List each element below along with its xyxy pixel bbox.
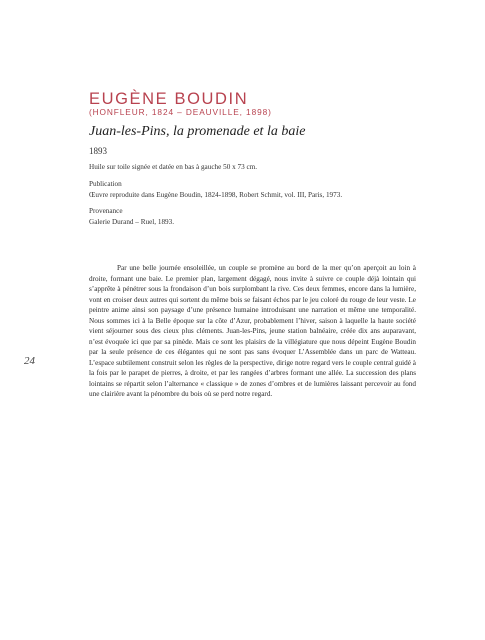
artist-dates: (HONFLEUR, 1824 – DEAUVILLE, 1898): [89, 107, 272, 117]
publication-label: Publication: [89, 180, 122, 188]
artwork-title: Juan-les-Pins, la promenade et la baie: [89, 124, 306, 139]
provenance-label: Provenance: [89, 207, 123, 215]
essay-paragraph: Par une belle journée ensoleillée, un couple se promène au bord de la mer qu’on aperçoit au loin à droite, formant une baie. Le premier plan, largement dégagé, nous invite à suivre ce couple déjà lointain qui s’apprête à pénétrer sous la frondaison d’un bois surplombant la rive. Ces deux femmes, encore dans la lumière, vont en croiser deux autres qui sortent du même bois se faisant échos par le jeu coloré du rouge de leur veste. Le peintre anime ainsi son paysage d’une présence humaine introduisant une narration et même une temporalité. Nous sommes ici à la Belle époque sur la côte d’Azur, probablement l’hiver, saison à laquelle la haute société vient séjourner sous des cieux plus cléments. Juan-les-Pins, jeune station balnéaire, créée dix ans auparavant, n’est évoquée ici que par sa pinède. Mais ce sont les plaisirs de la villégiature que nous dépeint Eugène Boudin par la seule présence de ces élégantes qui ne sont pas sans évoquer L’Assemblée dans un parc de Watteau. L’espace subtilement construit selon les règles de la perspective, dirige notre regard vers le couple central guidé à la fois par le parapet de pierres, à droite, et par les rangées d’arbres formant une allée. La succession des plans lointains se répartit selon l’alternance « classique » de zones d’ombres et de lumières laissant percevoir au fond une clairière avant la pénombre du bois où se perd notre regard.: [89, 264, 416, 398]
artist-name: EUGÈNE BOUDIN: [89, 90, 249, 108]
artwork-medium: Huile sur toile signée et datée en bas à gauche 50 x 73 cm.: [89, 163, 258, 171]
publication-text: Œuvre reproduite dans Eugène Boudin, 1824-1898, Robert Schmit, vol. III, Paris, 1973.: [89, 191, 343, 199]
page-number: 24: [24, 355, 35, 367]
provenance-text: Galerie Durand – Ruel, 1893.: [89, 218, 175, 226]
artwork-year: 1893: [89, 146, 107, 156]
